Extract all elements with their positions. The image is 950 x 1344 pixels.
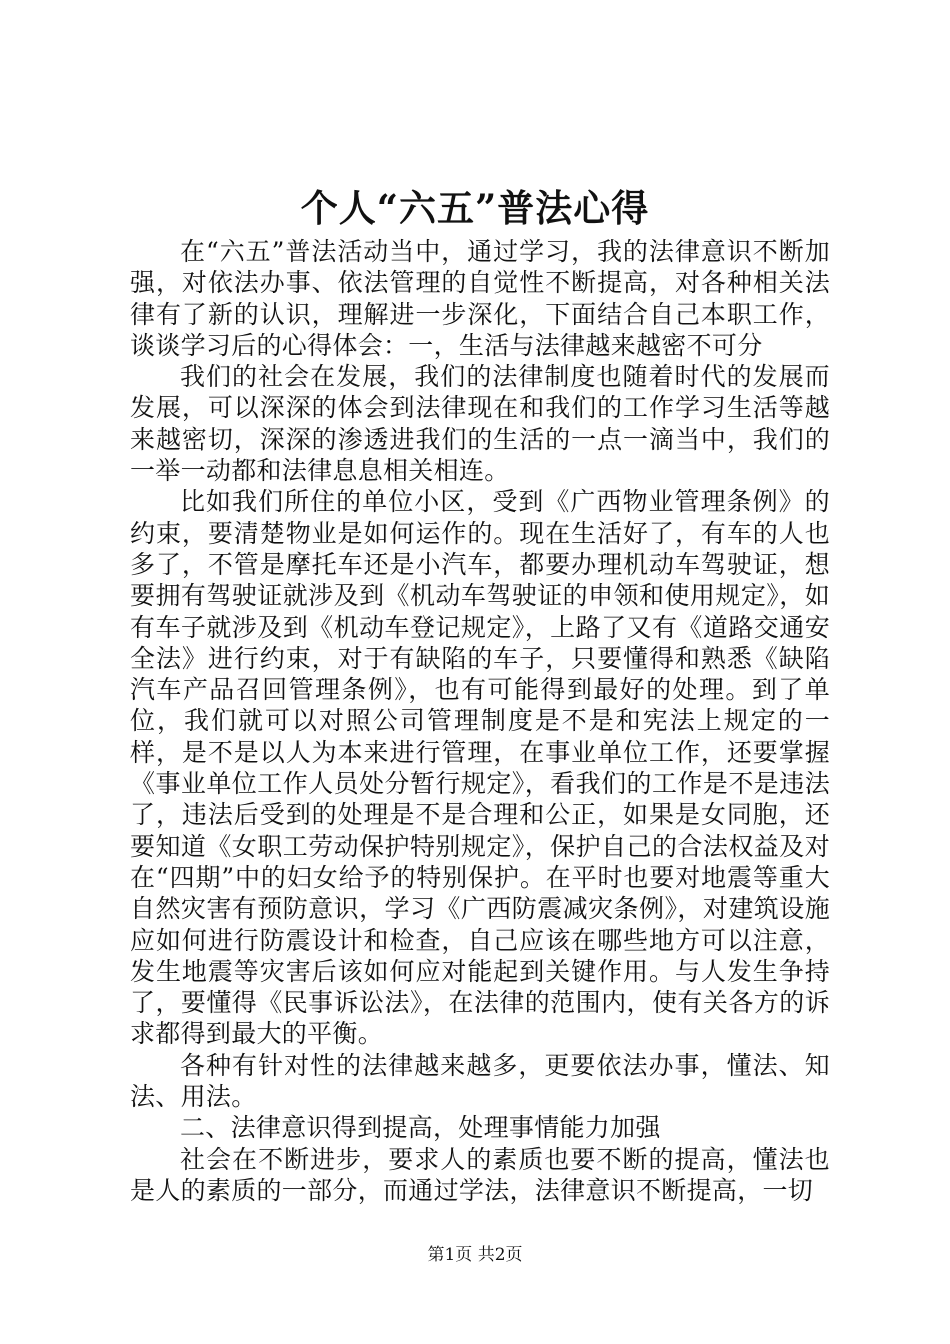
- paragraph: 我们的社会在发展，我们的法律制度也随着时代的发展而发展，可以深深的体会到法律现在和我们的工作学习生活等越来越密切，深深的渗透进我们的生活的一点一滴当中，我们的一举一动都和法律息息相关相连。: [130, 362, 830, 486]
- paragraph: 比如我们所住的单位小区，受到《广西物业管理条例》的约束，要清楚物业是如何运作的。现在生活好了，有车的人也多了，不管是摩托车还是小汽车，都要办理机动车驾驶证，想要拥有驾驶证就涉及到《机动车驾驶证的申领和使用规定》，如有车子就涉及到《机动车登记规定》，上路了又有《道路交通安全法》进行约束，对于有缺陷的车子，只要懂得和熟悉《缺陷汽车产品召回管理条例》，也有可能得到最好的处理。到了单位，我们就可以对照公司管理制度是不是和宪法上规定的一样，是不是以人为本来进行管理，在事业单位工作，还要掌握《事业单位工作人员处分暂行规定》，看我们的工作是不是违法了，违法后受到的处理是不是合理和公正，如果是女同胞，还要知道《女职工劳动保护特别规定》，保护自己的合法权益及对在“四期”中的妇女给予的特别保护。在平时也要对地震等重大自然灾害有预防意识，学习《广西防震减灾条例》，对建筑设施应如何进行防震设计和检查，自己应该在哪些地方可以注意，发生地震等灾害后该如何应对能起到关键作用。与人发生争持了，要懂得《民事诉讼法》，在法律的范围内，使有关各方的诉求都得到最大的平衡。: [130, 487, 830, 1049]
- document-title: 个人“六五”普法心得: [300, 186, 650, 230]
- paragraph: 各种有针对性的法律越来越多，更要依法办事，懂法、知法、用法。: [130, 1050, 830, 1112]
- paragraph: 社会在不断进步，要求人的素质也要不断的提高，懂法也是人的素质的一部分，而通过学法，法律意识不断提高，一切: [130, 1144, 830, 1205]
- paragraph: 在“六五”普法活动当中，通过学习，我的法律意识不断加强，对依法办事、依法管理的自觉性不断提高，对各种相关法律有了新的认识，理解进一步深化，下面结合自己本职工作，谈谈学习后的心得体会：一，生活与法律越来越密不可分: [130, 237, 830, 360]
- section-heading: 二、法律意识得到提高，处理事情能力加强: [180, 1113, 661, 1143]
- document-body: [130, 236, 830, 1206]
- page-number-footer: 第1页 共2页: [427, 1245, 523, 1265]
